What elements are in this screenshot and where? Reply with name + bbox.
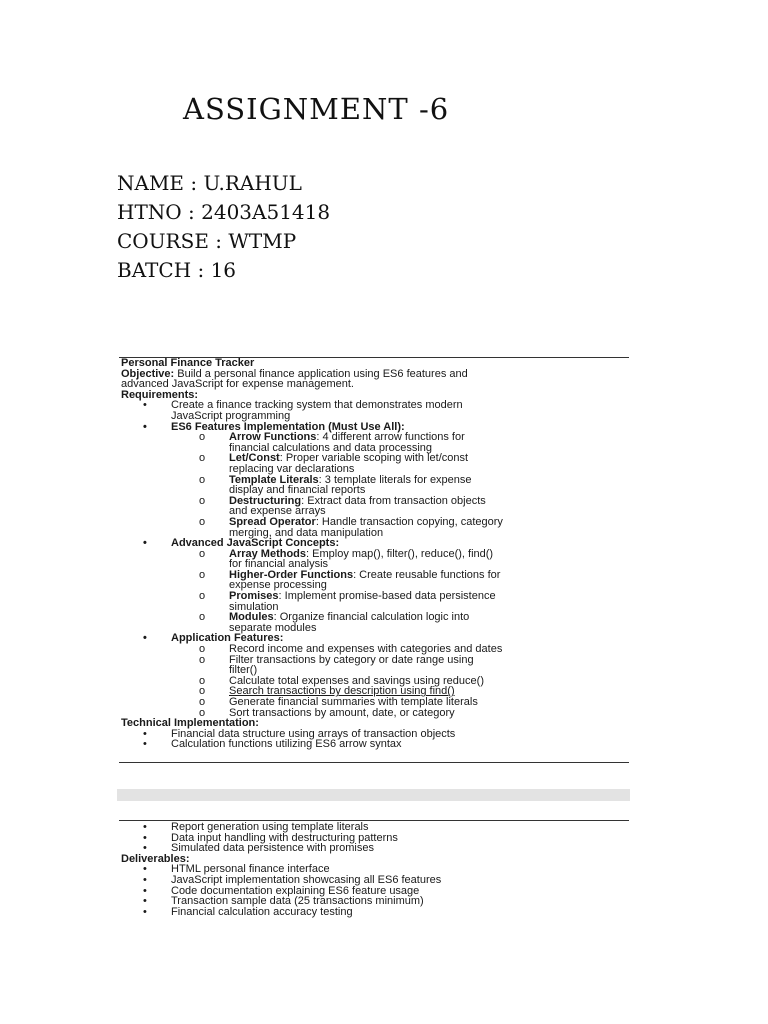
student-htno: HTNO : 2403A51418 [117, 200, 331, 224]
circle-bullet-icon: o [199, 452, 206, 465]
page-break-bar [117, 789, 630, 801]
list-item: • ES6 Features Implementation (Must Use All): [143, 420, 405, 433]
sub-list-item-cont: simulation [229, 600, 279, 613]
block-1-bottom-divider [119, 762, 629, 763]
objective-line-2: advanced JavaScript for expense management. [121, 378, 354, 391]
sub-list-item: o Modules: Organize financial calculation logic into [199, 611, 470, 624]
sub-list-item: o Record income and expenses with categories and dates [199, 643, 503, 656]
bullet-icon: • [143, 884, 147, 897]
circle-bullet-icon: o [199, 568, 206, 581]
list-item: • Create a finance tracking system that demonstrates modern [143, 399, 463, 412]
bullet-icon: • [143, 895, 147, 908]
circle-bullet-icon: o [199, 473, 206, 486]
list-item: • Financial data structure using arrays of transaction objects [143, 727, 456, 740]
bullet-icon: • [143, 420, 147, 433]
tech-heading: Technical Implementation: [121, 717, 259, 730]
list-item: • HTML personal finance interface [143, 863, 330, 876]
objective-text: Build a personal finance application using ES6 features and [177, 367, 468, 380]
circle-bullet-icon: o [199, 685, 206, 698]
circle-bullet-icon: o [199, 515, 206, 528]
list-item: • Simulated data persistence with promises [143, 842, 374, 855]
list-item: • Application Features: [143, 632, 284, 645]
deliverables-heading: Deliverables: [121, 852, 190, 865]
sub-list-item-cont: merging, and data manipulation [229, 526, 384, 539]
list-item: • Transaction sample data (25 transactions minimum) [143, 895, 424, 908]
assignment-block-2 [121, 822, 631, 917]
list-item: • JavaScript implementation showcasing all ES6 features [143, 873, 442, 886]
bullet-icon: • [143, 831, 147, 844]
bullet-icon: • [143, 873, 147, 886]
sub-list-item: o Higher-Order Functions: Create reusable functions for [199, 568, 501, 581]
bullet-icon: • [143, 738, 147, 751]
list-item: • Code documentation explaining ES6 feature usage [143, 884, 420, 897]
bullet-icon: • [143, 842, 147, 855]
sub-list-item: o Sort transactions by amount, date, or category [199, 706, 455, 719]
student-course: COURSE : WTMP [117, 229, 297, 253]
list-item: • Financial calculation accuracy testing [143, 905, 353, 918]
circle-bullet-icon: o [199, 674, 206, 687]
circle-bullet-icon: o [199, 706, 206, 719]
sub-list-item: o Arrow Functions: 4 different arrow functions for [199, 431, 465, 444]
sub-list-item-cont: expense processing [229, 579, 327, 592]
sub-list-item-cont: separate modules [229, 621, 317, 634]
sub-list-item: o Let/Const: Proper variable scoping with let/const [199, 452, 469, 465]
list-item: • Data input handling with destructuring patterns [143, 831, 398, 844]
requirements-label: Requirements: [121, 388, 199, 401]
circle-bullet-icon: o [199, 431, 206, 444]
sub-list-item: o Spread Operator: Handle transaction copying, category [199, 515, 503, 528]
circle-bullet-icon: o [199, 547, 206, 560]
student-name: NAME : U.RAHUL [117, 171, 302, 195]
sub-list-item-cont: display and financial reports [229, 484, 366, 497]
list-item-cont: JavaScript programming [171, 409, 291, 422]
sub-list-item-cont: and expense arrays [229, 505, 326, 518]
circle-bullet-icon: o [199, 643, 206, 656]
list-item: • Advanced JavaScript Concepts: [143, 537, 340, 550]
assignment-block-1 [121, 358, 631, 750]
sub-list-item: o Search transactions by description using find() [199, 685, 455, 698]
student-info [117, 169, 330, 285]
bullet-icon: • [143, 399, 147, 412]
sub-list-item: o Calculate total expenses and savings using reduce() [199, 674, 484, 687]
student-batch: BATCH : 16 [117, 258, 237, 282]
page-title: ASSIGNMENT -6 [183, 92, 450, 126]
bullet-icon: • [143, 905, 147, 918]
sub-list-item-cont: financial calculations and data processing [229, 441, 433, 454]
sub-list-item: o Filter transactions by category or date range using [199, 653, 474, 666]
objective-label: Objective: [121, 367, 175, 380]
bullet-icon: • [143, 632, 147, 645]
sub-list-item: o Template Literals: 3 template literals for expense [199, 473, 472, 486]
sub-list-item: o Generate financial summaries with template literals [199, 696, 478, 708]
list-item: • Report generation using template literals [143, 821, 369, 833]
circle-bullet-icon: o [199, 696, 206, 708]
list-item: • Calculation functions utilizing ES6 arrow syntax [143, 738, 402, 751]
bullet-icon: • [143, 727, 147, 740]
bullet-icon: • [143, 863, 147, 876]
sub-list-item: o Array Methods: Employ map(), filter(), reduce(), find() [199, 547, 494, 560]
sub-list-item: o Destructuring: Extract data from transaction objects [199, 494, 486, 507]
bullet-icon: • [143, 537, 147, 550]
sub-list-item-cont: for financial analysis [229, 558, 329, 571]
circle-bullet-icon: o [199, 590, 206, 603]
bullet-icon: • [143, 821, 147, 833]
sub-list-item-cont: replacing var declarations [229, 462, 355, 475]
assignment-heading: Personal Finance Tracker [121, 357, 255, 369]
sub-list-item-cont: filter() [229, 664, 258, 677]
circle-bullet-icon: o [199, 611, 206, 624]
sub-list-item: o Promises: Implement promise-based data persistence [199, 590, 496, 603]
circle-bullet-icon: o [199, 653, 206, 666]
circle-bullet-icon: o [199, 494, 206, 507]
